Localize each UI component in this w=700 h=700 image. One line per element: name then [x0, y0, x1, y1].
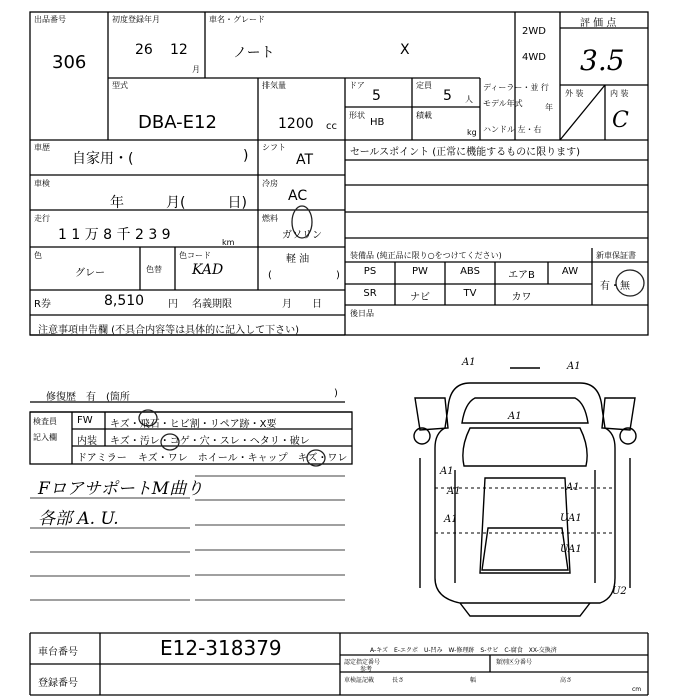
sales-label: セールスポイント (正常に機能するものに限ります)	[350, 147, 581, 158]
chassis-label: 車台番号	[38, 647, 78, 658]
interior-label: 内 装	[610, 89, 629, 98]
rating-value: 3.5	[580, 44, 625, 77]
year-unit: 年	[545, 103, 553, 112]
paren-close: )	[336, 270, 340, 281]
reg-label: 登録番号	[38, 678, 78, 689]
new-warranty-label: 新車保証書	[596, 251, 636, 260]
damage-mark: A1	[567, 361, 581, 372]
after-label: 後日品	[350, 309, 374, 318]
warranty-value: 有・無	[600, 281, 630, 292]
usage-label: 車歴	[34, 143, 50, 152]
mileage-label: 走行	[34, 214, 50, 223]
color-code-label: 色コード	[179, 251, 211, 260]
footer-cert-label: 認定指定番号	[344, 659, 381, 666]
recycle-label: R券	[34, 299, 51, 310]
month-unit: 月	[192, 65, 200, 74]
mileage: 1 1 万 8 千 2 3 9	[58, 227, 171, 243]
grade: X	[400, 42, 410, 58]
footer-height: 高さ	[560, 677, 573, 684]
checks-col-b: 記入欄	[33, 433, 57, 442]
type-code: DBA-E12	[138, 112, 217, 133]
damage-mark: A1	[444, 514, 458, 525]
equipment-tv: TV	[463, 288, 477, 299]
repair-label: 修復歴 有 (箇所	[46, 392, 130, 403]
shape: HB	[370, 117, 385, 128]
model-year-label: モデル年式	[483, 99, 523, 108]
damage-mark: A1	[566, 482, 580, 493]
equipment-sr: SR	[363, 288, 377, 299]
shift-label: シフト	[262, 143, 286, 152]
footer-width: 幅	[470, 677, 477, 684]
displacement: 1200	[278, 116, 314, 132]
footer-length: 長さ	[392, 677, 405, 684]
kg-unit: kg	[467, 128, 477, 137]
lot-number: 306	[52, 52, 87, 73]
person-unit: 人	[465, 95, 473, 104]
damage-mark: A1	[447, 486, 461, 497]
recycle-value: 8,510	[104, 293, 145, 309]
check-row-interior: キズ・汚レ・コゲ・穴・スレ・ヘタリ・破レ	[110, 436, 310, 447]
lot-label: 出品番号	[34, 15, 66, 24]
shape-label: 形状	[349, 111, 365, 120]
damage-mark: U2	[612, 586, 627, 597]
first-reg-label: 初度登録年月	[112, 15, 160, 24]
damage-legend: A-キズ E-エクボ U-凹み W-修理跡 S-サビ C-腐食 XX-交換済	[370, 647, 557, 654]
exterior-label: 外 装	[565, 89, 584, 98]
fuel-label: 燃料	[262, 214, 278, 223]
check-row-fw: キズ・飛石・ヒビ割・リペア跡・X要	[110, 419, 277, 430]
equipment-abs: ABS	[460, 266, 480, 277]
color-code: KAD	[192, 262, 224, 278]
equipment-label: 装備品 (純正品に限り○をつけてください)	[350, 251, 502, 260]
yen-unit: 円	[168, 299, 178, 310]
car-damage-diagram	[400, 358, 650, 623]
check-row-interior-label: 内装	[77, 436, 97, 447]
doors-label: ドア	[349, 81, 365, 90]
handle-label: ハンドル 左・右	[483, 125, 542, 134]
checks-col-a: 検査員	[33, 417, 57, 426]
damage-mark: A1	[508, 411, 522, 422]
repair-close: )	[334, 388, 338, 399]
tax-label: 名義期限	[192, 299, 232, 310]
dealer-label: ディーラー・並 行	[483, 83, 549, 92]
cc-unit: cc	[326, 121, 337, 132]
footer-cm-unit: cm	[632, 686, 642, 693]
model-name: ノート	[233, 45, 275, 61]
rating-label: 評 価 点	[580, 18, 617, 29]
equipment-ps: PS	[363, 266, 377, 277]
color-label: 色	[34, 251, 42, 260]
color-no-label: 色替	[146, 265, 162, 274]
equipment-leather: カワ	[511, 292, 532, 303]
check-row-mirror-label: ドアミラー	[77, 453, 127, 464]
fuel: ガソリン	[282, 230, 322, 241]
check-row-fw-label: FW	[77, 415, 93, 426]
notes-label: 注意事項申告欄 (不具合内容等は具体的に記入して下さい)	[38, 325, 299, 336]
reg-year: 26	[135, 42, 153, 58]
usage: 自家用・(	[72, 151, 134, 167]
capacity: 5	[443, 88, 452, 104]
equipment-airbag: エアB	[508, 270, 535, 281]
drive-2wd: 2WD	[522, 26, 546, 37]
handwritten-note-2: 各部 A. U.	[38, 509, 119, 529]
drive-4wd: 4WD	[522, 52, 546, 63]
footer-cert-record: 車検証記載	[344, 677, 375, 684]
inspection-value: 年 月( 日)	[110, 195, 247, 211]
check-row-mirror: キズ・ワレ ホイール・キャップ キズ・ワレ	[138, 453, 348, 464]
km-unit: km	[222, 238, 235, 247]
damage-mark: A1	[462, 357, 476, 368]
type-label: 型式	[112, 81, 128, 90]
equipment-pw: PW	[412, 266, 428, 277]
ac-label: 冷房	[262, 179, 278, 188]
footer-class-label: 類別区分番号	[496, 659, 533, 666]
doors: 5	[372, 88, 381, 104]
model-label: 車名・グレード	[209, 15, 265, 24]
interior-grade: C	[612, 108, 629, 133]
inspection-label: 車検	[34, 179, 50, 188]
reg-month: 12	[170, 42, 188, 58]
paren-open: (	[268, 270, 272, 281]
handwritten-note-1: FロアサポートM曲り	[38, 479, 204, 499]
capacity-label: 定員	[416, 81, 432, 90]
damage-mark: A1	[440, 466, 454, 477]
equipment-aw: AW	[561, 266, 579, 277]
displacement-label: 排気量	[262, 81, 286, 90]
load-label: 積載	[416, 111, 432, 120]
color: グレー	[75, 268, 105, 279]
light-oil: 軽 油	[286, 254, 310, 265]
chassis-number: E12-318379	[160, 636, 282, 660]
damage-mark: UA1	[560, 544, 582, 555]
footer-ref-label: 参考	[360, 666, 373, 673]
damage-mark: UA1	[560, 513, 582, 524]
equipment-navi: ナビ	[410, 292, 430, 303]
usage-close: )	[243, 148, 249, 164]
shift: AT	[296, 152, 314, 168]
tax-value: 月 日	[282, 299, 322, 310]
ac: AC	[288, 188, 308, 204]
